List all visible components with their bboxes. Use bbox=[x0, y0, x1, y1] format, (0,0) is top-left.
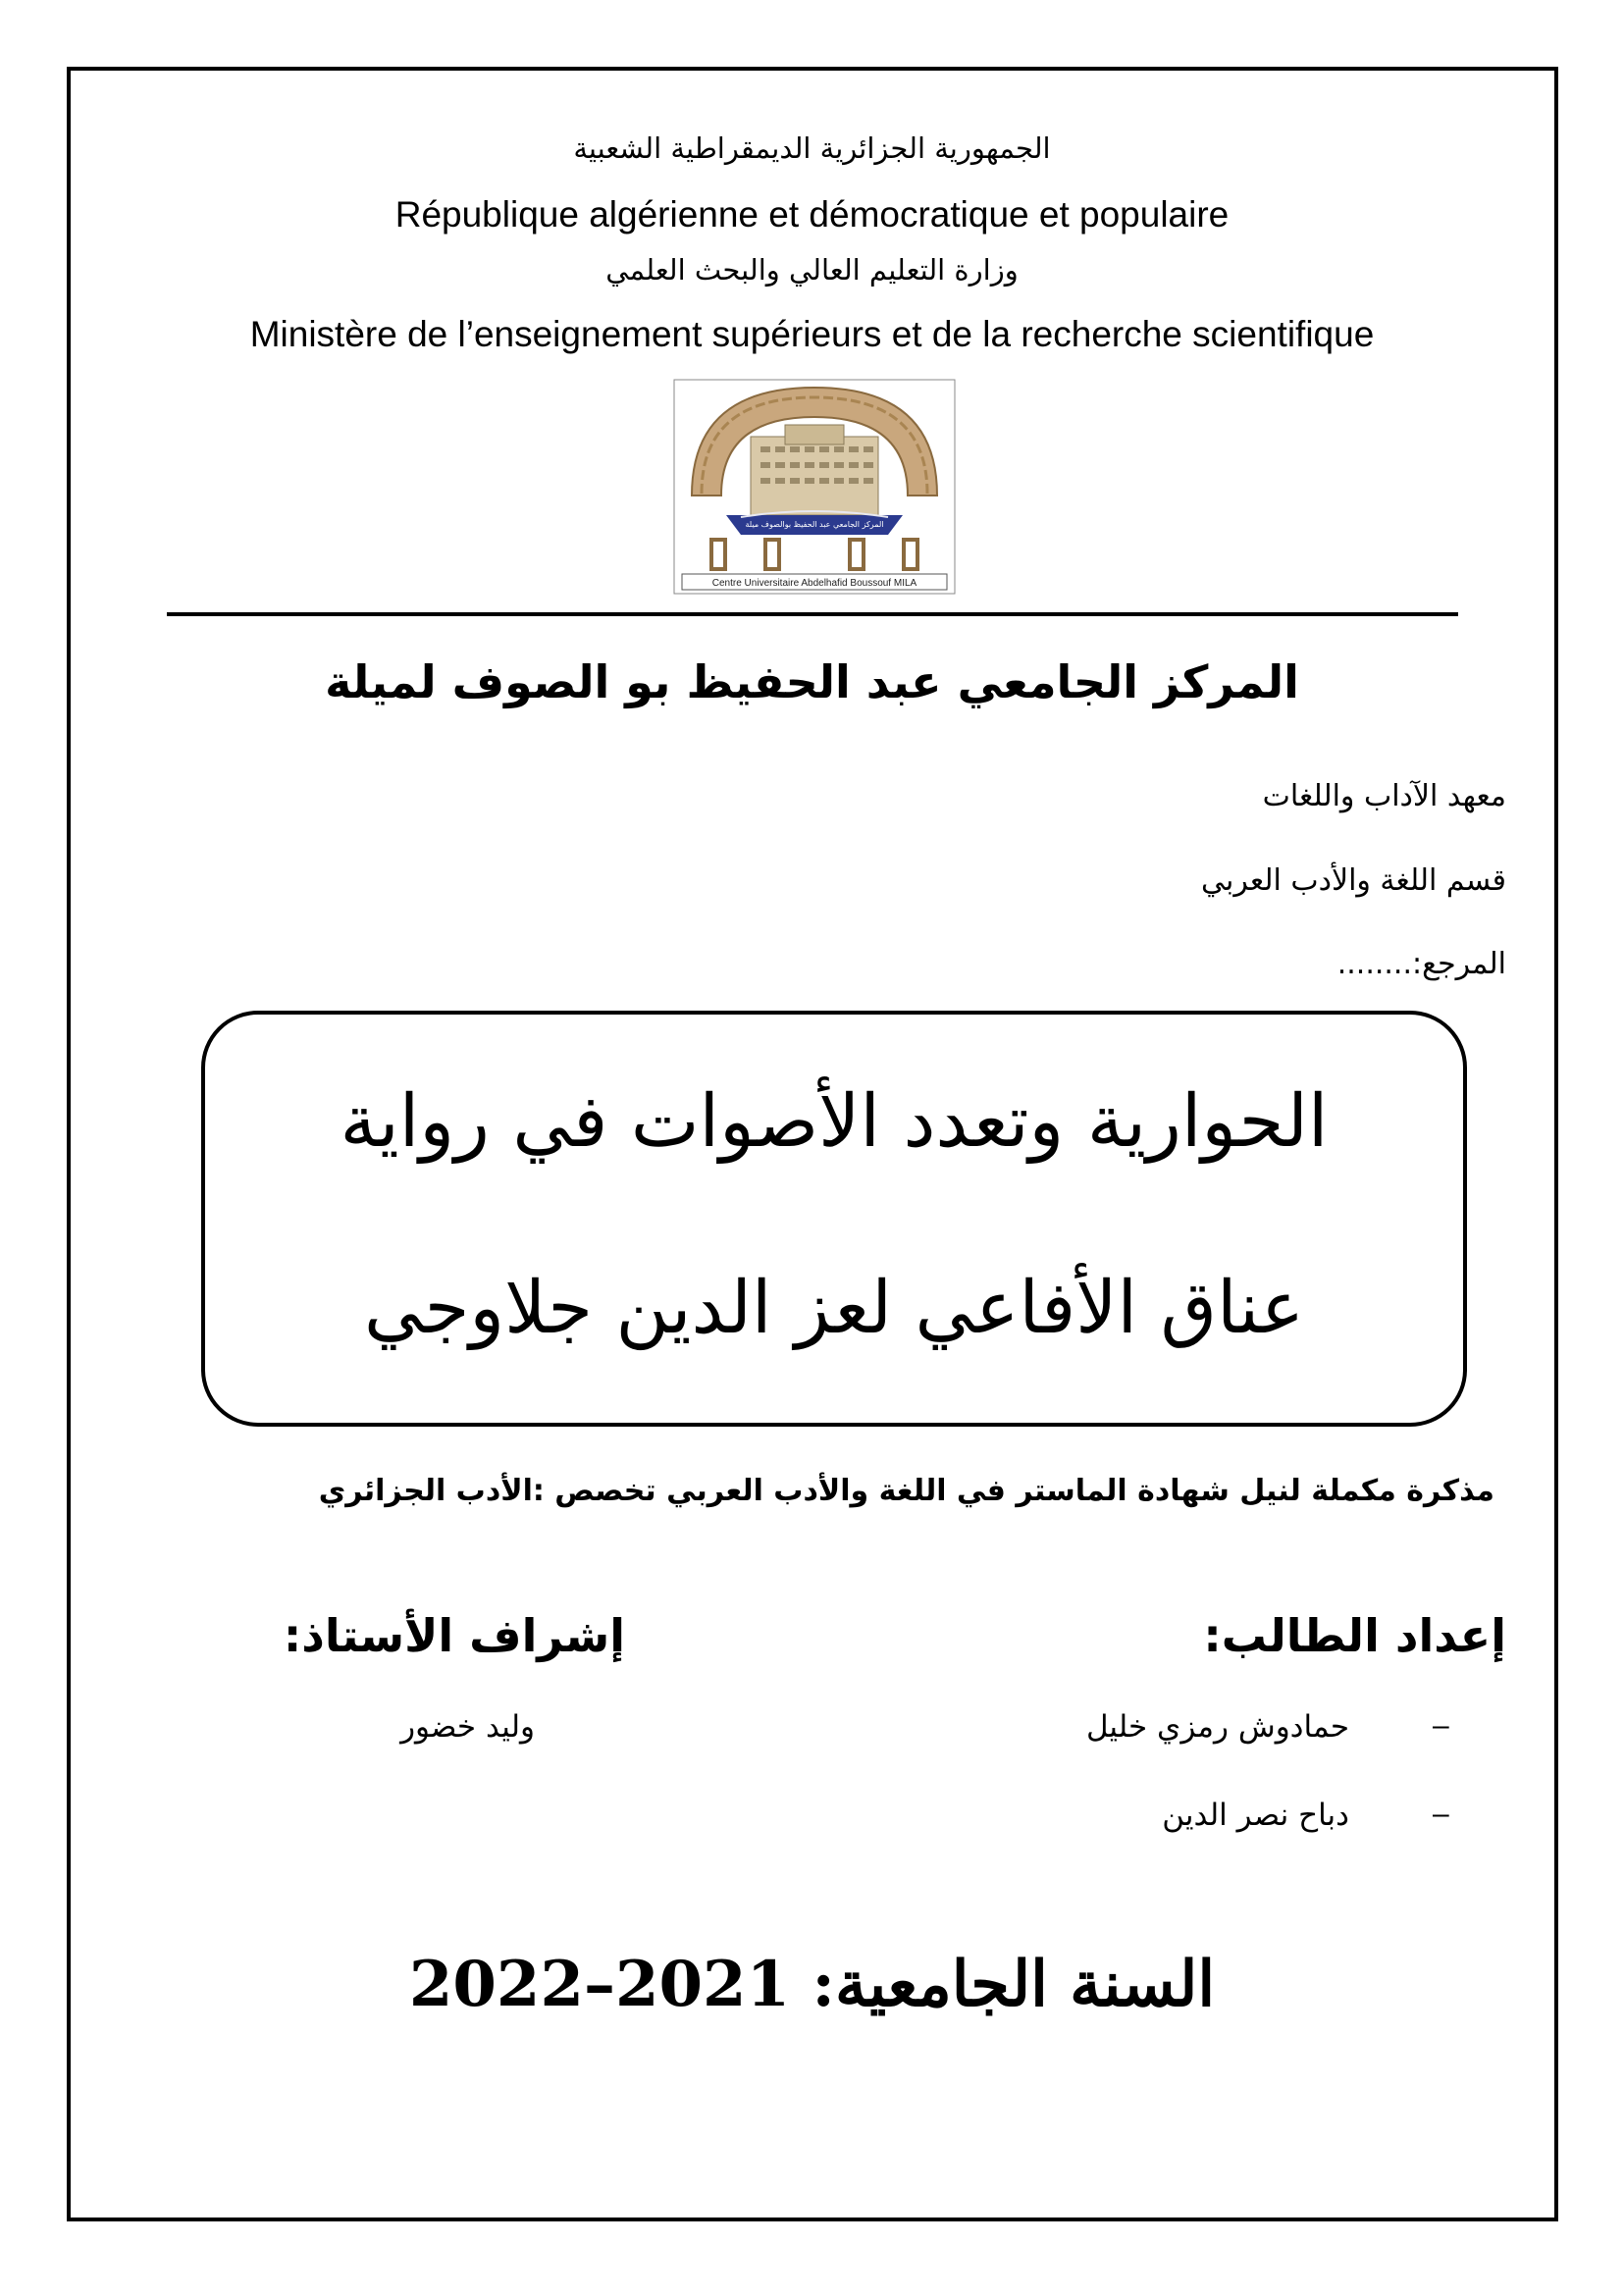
student-name: دباح نصر الدين bbox=[1162, 1798, 1349, 1833]
header-divider bbox=[167, 612, 1458, 616]
department-name: قسم اللغة والأدب العربي bbox=[1200, 863, 1506, 898]
ministry-arabic: وزارة التعليم العالي والبحث العلمي bbox=[605, 253, 1019, 287]
list-dash: – bbox=[1433, 1709, 1449, 1742]
logo-caption: Centre Universitaire Abdelhafid Boussouf MILA bbox=[711, 578, 917, 589]
supervisor-label: إشراف الأستاذ: bbox=[283, 1609, 625, 1662]
thesis-title-line-1: الحوارية وتعدد الأصوات في رواية bbox=[340, 1079, 1329, 1164]
thesis-title-line-2: عناق الأفاعي لعز الدين جلاوجي bbox=[363, 1266, 1305, 1350]
prepared-by-label: إعداد الطالب: bbox=[1203, 1609, 1506, 1662]
title-box bbox=[201, 1011, 1467, 1427]
logo-banner-text: المركز الجامعي عبد الحفيظ بوالصوف ميلة bbox=[745, 520, 884, 529]
memo-description: مذكرة مكملة لنيل شهادة الماستر في اللغة والأدب العربي تخصص :الأدب الجزائري bbox=[318, 1474, 1494, 1508]
list-dash: – bbox=[1433, 1798, 1449, 1830]
academic-year: السنة الجامعية: 2021–2022 bbox=[408, 1948, 1216, 2021]
university-name: المركز الجامعي عبد الحفيظ بو الصوف لميلة bbox=[325, 655, 1299, 708]
supervisor-name: وليد خضور bbox=[400, 1709, 535, 1745]
ministry-french: Ministère de l’enseignement supérieurs et de la recherche scientifique bbox=[249, 314, 1375, 354]
reference-number: المرجع:........ bbox=[1336, 947, 1506, 981]
student-name: حمادوش رمزي خليل bbox=[1085, 1709, 1349, 1745]
institute-name: معهد الآداب واللغات bbox=[1262, 779, 1506, 813]
university-logo bbox=[672, 378, 957, 596]
republic-french: République algérienne et démocratique et populaire bbox=[394, 194, 1230, 235]
republic-arabic: الجمهورية الجزائرية الديمقراطية الشعبية bbox=[573, 131, 1051, 165]
